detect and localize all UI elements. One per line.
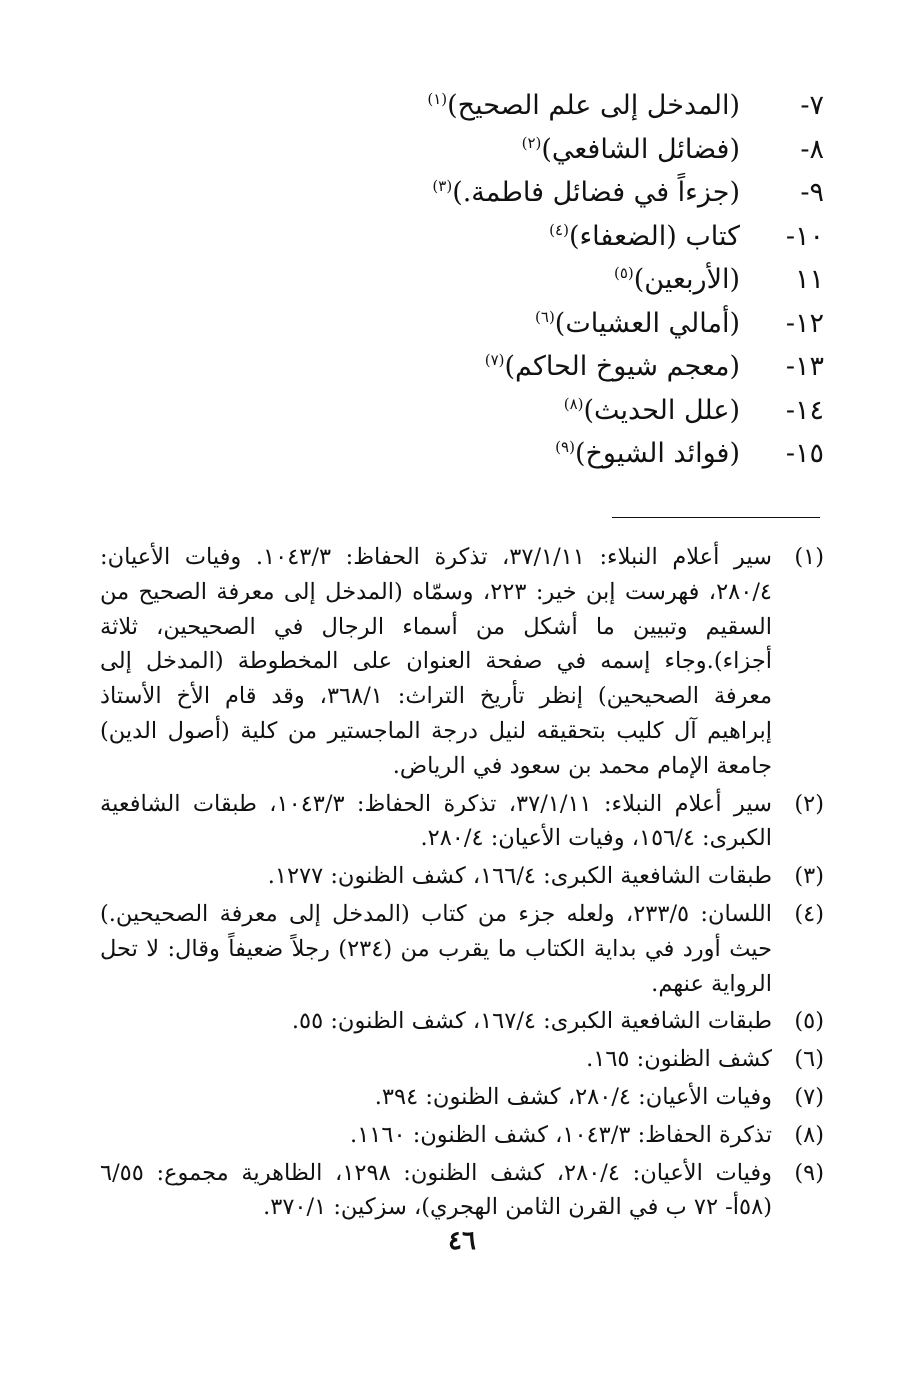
- page-number: ٤٦: [448, 1226, 476, 1256]
- item-title: (معجم شيوخ الحاكم): [504, 351, 740, 382]
- item-title-wrap: [614, 258, 740, 302]
- footnote-number: (٣): [794, 863, 824, 890]
- footnote-number: (٤): [794, 900, 824, 927]
- footnote-number: (٢): [794, 790, 824, 817]
- item-number: ٧-: [800, 90, 824, 121]
- footnote-number: (٥): [794, 1008, 824, 1035]
- list-item: [324, 432, 824, 476]
- footnote-ref: (٤): [549, 220, 569, 239]
- footnote: [100, 787, 824, 857]
- footnote-text: تذكرة الحفاظ: ١٠٤٣/٣، كشف الظنون: ١١٦٠.: [350, 1121, 772, 1148]
- footnote: [100, 897, 824, 1001]
- footnote: [100, 1118, 824, 1153]
- footnote: [100, 1042, 824, 1077]
- item-number: ١٤-: [785, 394, 824, 426]
- list-item: [324, 128, 824, 172]
- footnote-ref: (١): [427, 90, 448, 108]
- item-number: ١٥-: [785, 438, 824, 469]
- item-title-wrap: [522, 128, 740, 172]
- item-number: ١١: [794, 264, 824, 295]
- footnote-text: اللسان: ٢٣٣/٥، ولعله جزء من كتاب (المدخل إلى معرفة الصحيحين.) حيث أورد في بداية الكتاب ما يقرب من (٢٣٤) رجلاً ضعيفاً وقال: لا تحل الرواية عنهم.: [100, 900, 772, 997]
- footnote-ref: (٩): [555, 438, 575, 456]
- item-title-wrap: [535, 302, 740, 346]
- footnote-ref: (٥): [613, 264, 634, 282]
- footnote-ref: (٨): [563, 394, 584, 413]
- list-item: [324, 258, 824, 302]
- item-title: كتاب (الضعفاء): [568, 220, 740, 252]
- item-title: (أمالي العشيات): [554, 307, 740, 339]
- footnote-number: (١): [794, 544, 824, 570]
- footnote-number: (٧): [794, 1083, 824, 1110]
- footnotes: [100, 540, 824, 1228]
- works-list: [324, 84, 824, 476]
- item-title: (الأربعين): [633, 264, 740, 295]
- item-number: ٨-: [800, 133, 824, 165]
- footnote-ref: (٣): [432, 177, 453, 195]
- footnote-divider: [612, 517, 820, 518]
- footnote-ref: (٢): [521, 133, 542, 152]
- item-number: ١٢-: [785, 307, 824, 339]
- list-item: [324, 345, 824, 389]
- footnote-text: كشف الظنون: ١٦٥.: [586, 1046, 772, 1073]
- item-number: ٩-: [800, 177, 824, 208]
- item-number: ١٠-: [785, 220, 824, 252]
- footnote: [100, 540, 824, 784]
- footnote-ref: (٦): [535, 307, 555, 326]
- item-title-wrap: [549, 215, 740, 259]
- footnote: [100, 859, 824, 894]
- footnote-number: (٦): [794, 1046, 824, 1073]
- item-title: (فوائد الشيوخ): [574, 438, 740, 469]
- footnote: [100, 1080, 824, 1115]
- footnote-text: طبقات الشافعية الكبرى: ١٦٧/٤، كشف الظنون: ٥٥.: [291, 1008, 772, 1035]
- footnote-number: (٩): [794, 1159, 824, 1186]
- footnote-text: سير أعلام النبلاء: ٣٧/١/١١، تذكرة الحفاظ: ١٠٤٣/٣، طبقات الشافعية الكبرى: ١٥٦/٤، وفيات الأعيان: ٢٨٠/٤.: [100, 790, 772, 852]
- list-item: [324, 171, 824, 215]
- item-title: (المدخل إلى علم الصحيح): [447, 90, 740, 121]
- item-number: ١٣-: [785, 351, 824, 382]
- footnote: [100, 1156, 824, 1226]
- item-title-wrap: [432, 171, 740, 215]
- item-title-wrap: [427, 84, 740, 128]
- list-item: [324, 84, 824, 128]
- footnote-text: وفيات الأعيان: ٢٨٠/٤، كشف الظنون: ١٢٩٨، الظاهرية مجموع: ٦/٥٥ (٥٨أ- ٧٢ ب في القرن الثامن الهجري)، سزكين: ٣٧٠/١.: [100, 1159, 772, 1221]
- footnote: [100, 1004, 824, 1039]
- list-item: [324, 302, 824, 346]
- item-title: (فضائل الشافعي): [541, 133, 740, 165]
- item-title-wrap: [485, 345, 740, 389]
- footnote-text: وفيات الأعيان: ٢٨٠/٤، كشف الظنون: ٣٩٤.: [374, 1083, 772, 1110]
- list-item: [324, 389, 824, 433]
- item-title: (جزءاً في فضائل فاطمة.): [452, 177, 740, 208]
- item-title-wrap: [564, 389, 740, 433]
- item-title: (علل الحديث): [583, 394, 740, 426]
- list-item: [324, 215, 824, 259]
- footnote-number: (٨): [794, 1121, 824, 1148]
- footnote-text: طبقات الشافعية الكبرى: ١٦٦/٤، كشف الظنون: ١٢٧٧.: [267, 863, 772, 890]
- footnote-text: سير أعلام النبلاء: ٣٧/١/١١، تذكرة الحفاظ: ١٠٤٣/٣. وفيات الأعيان: ٢٨٠/٤، فهرست إبن خير: ٢٢٣، وسمّاه (المدخل إلى معرفة الصحيح من السقيم وتبيين ما أشكل من أسماء الرجال في الصحيحين، ثلاثة أجزاء).وجاء إسمه في صفحة العنوان على المخطوطة (المدخل إلى معرفة الصحيحين) إنظر تأريخ التراث: ٣٦٨/١، وقد قام الأخ الأستاذ إبراهيم آل كليب بتحقيقه لنيل درجة الماجستير من كلية (أصول الدين) جامعة الإمام محمد بن سعود في الرياض.: [100, 544, 772, 779]
- item-title-wrap: [555, 432, 740, 476]
- footnote-ref: (٧): [484, 351, 505, 369]
